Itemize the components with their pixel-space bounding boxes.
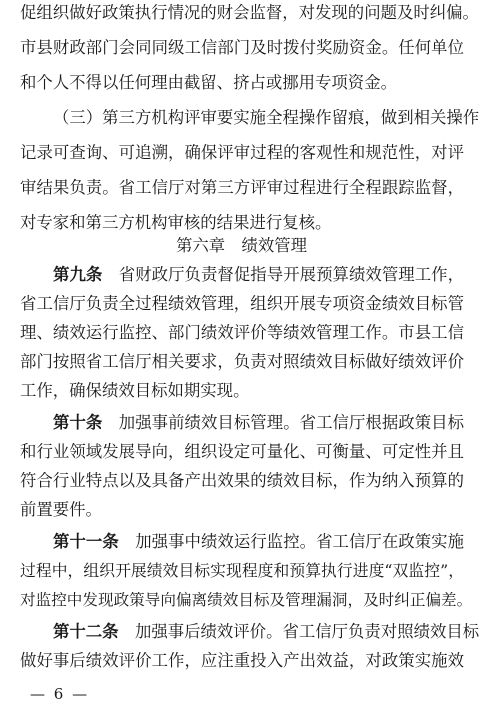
article-first-line (53, 531, 464, 553)
article-label: 第十条 (53, 413, 103, 432)
body-text-line: 省工信厅负责全过程绩效管理，组织开展专项资金绩效目标管 (20, 294, 464, 313)
article-label: 第十二条 (53, 622, 119, 641)
body-text-line: 做好事后绩效评价工作，应注重投入产出效益，对政策实施效 (20, 651, 464, 670)
article-label: 第十一条 (53, 532, 119, 551)
article-text: 加强事中绩效运行监控。省工信厅在政策实施 (118, 532, 465, 551)
body-text-line: 过程中，组织开展绩效目标实现程度和预算执行进度“双监控”， (20, 561, 464, 580)
page-number: — 6 — (30, 685, 90, 703)
body-text-line: 部门按照省工信厅相关要求，负责对照绩效目标做好绩效评价 (20, 352, 464, 371)
body-text-line: 促组织做好政策执行情况的财会监督，对发现的问题及时纠偏。 (20, 3, 479, 22)
body-text-line: 记录可查询、可追溯，确保评审过程的客观性和规范性，对评 (20, 143, 464, 162)
body-text-line: 和个人不得以任何理由截留、挤占或挪用专项资金。 (20, 73, 397, 92)
body-text-line: （三）第三方机构评审要实施全程操作留痕，做到相关操作 (53, 108, 480, 127)
article-text: 加强事后绩效评价。省工信厅负责对照绩效目标 (118, 622, 480, 641)
body-text-line: 和行业领域发展导向，组织设定可量化、可衡量、可定性并且 (20, 442, 464, 461)
body-text-line: 对专家和第三方机构审核的结果进行复核。 (20, 213, 332, 232)
body-text-line: 市县财政部门会同同级工信部门及时拨付奖励资金。任何单位 (20, 38, 464, 57)
article-label: 第九条 (53, 265, 103, 284)
body-text-line: 理、绩效运行监控、部门绩效评价等绩效管理工作。市县工信 (20, 323, 464, 342)
article-first-line (53, 264, 464, 286)
body-text-line: 前置要件。 (20, 500, 102, 519)
chapter-heading: 第六章 绩效管理 (175, 236, 308, 255)
body-text-line: 对监控中发现政策导向偏离绩效目标及管理漏洞，及时纠正偏差。 (20, 591, 473, 609)
article-text: 省财政厅负责督促指导开展预算绩效管理工作， (102, 265, 465, 284)
body-text-line: 审结果负责。省工信厅对第三方评审过程进行全程跟踪监督， (20, 178, 464, 197)
body-text-line: 符合行业特点以及具备产出效果的绩效目标，作为纳入预算的 (20, 471, 464, 490)
article-text: 加强事前绩效目标管理。省工信厅根据政策目标 (102, 413, 465, 432)
article-first-line (53, 621, 480, 643)
article-first-line (53, 412, 464, 434)
body-text-line: 工作，确保绩效目标如期实现。 (20, 381, 250, 400)
